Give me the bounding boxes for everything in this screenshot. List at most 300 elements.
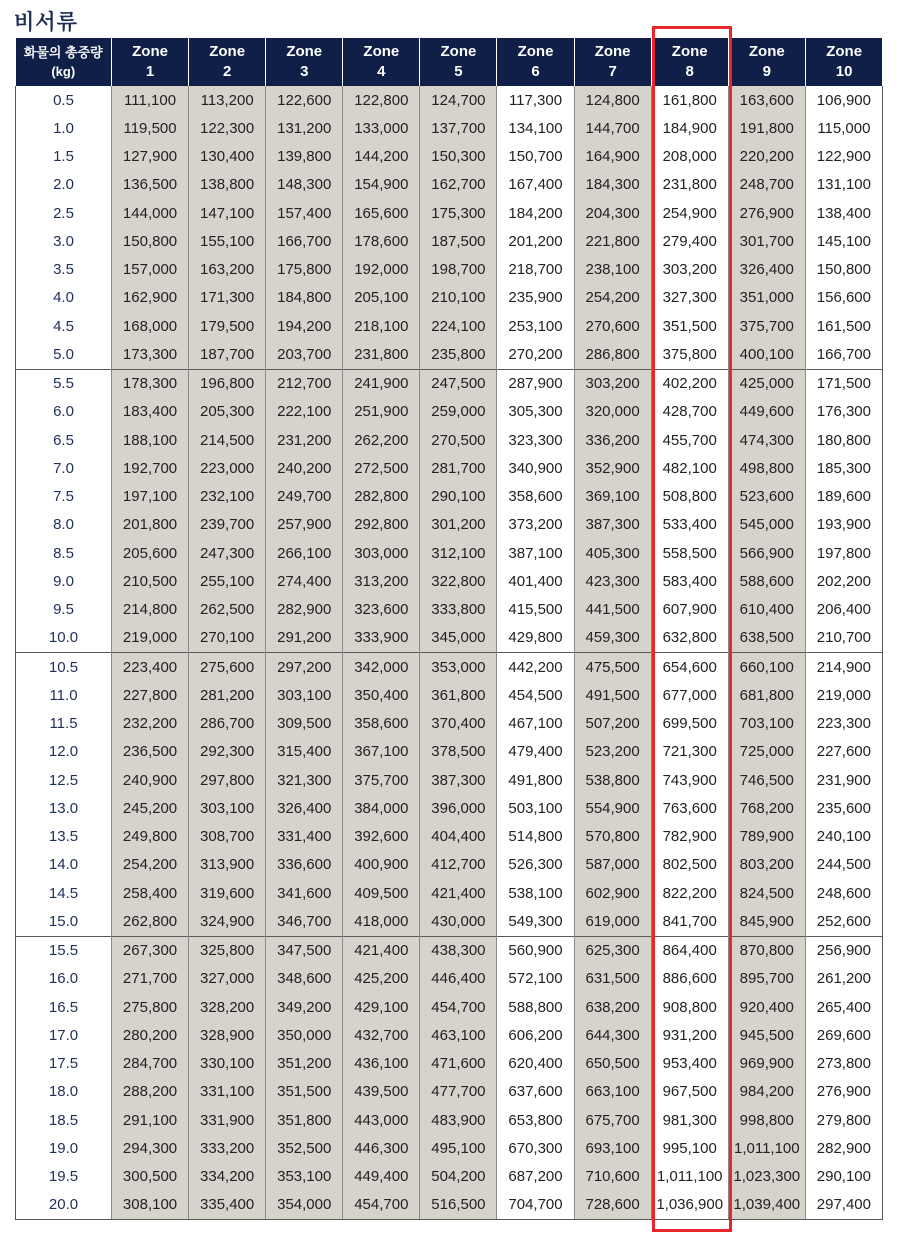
rate-cell-zone-10: 176,300: [805, 398, 882, 426]
rate-cell-zone-9: 400,100: [728, 340, 805, 369]
rate-cell-zone-7: 423,300: [574, 567, 651, 595]
rate-cell-zone-9: 449,600: [728, 398, 805, 426]
rate-cell-zone-3: 315,400: [266, 738, 343, 766]
rate-cell-zone-7: 710,600: [574, 1163, 651, 1191]
rate-cell-zone-2: 331,100: [189, 1078, 266, 1106]
rate-cell-zone-3: 274,400: [266, 567, 343, 595]
rate-cell-zone-7: 644,300: [574, 1021, 651, 1049]
rate-cell-zone-1: 210,500: [112, 567, 189, 595]
weight-cell: 4.0: [16, 284, 112, 312]
rate-cell-zone-9: 870,800: [728, 936, 805, 965]
rate-cell-zone-2: 330,100: [189, 1050, 266, 1078]
weight-cell: 13.5: [16, 823, 112, 851]
rate-cell-zone-7: 538,800: [574, 766, 651, 794]
rate-cell-zone-8: 953,400: [651, 1050, 728, 1078]
rate-cell-zone-10: 122,900: [805, 143, 882, 171]
rate-cell-zone-10: 282,900: [805, 1134, 882, 1162]
weight-cell: 1.5: [16, 143, 112, 171]
rate-cell-zone-2: 303,100: [189, 794, 266, 822]
rate-cell-zone-4: 400,900: [343, 851, 420, 879]
rate-cell-zone-2: 270,100: [189, 624, 266, 653]
rate-cell-zone-9: 681,800: [728, 681, 805, 709]
table-row: [16, 483, 883, 511]
rate-cell-zone-5: 361,800: [420, 681, 497, 709]
rate-cell-zone-3: 341,600: [266, 879, 343, 907]
rate-cell-zone-3: 222,100: [266, 398, 343, 426]
rate-cell-zone-4: 323,600: [343, 596, 420, 624]
rate-cell-zone-10: 290,100: [805, 1163, 882, 1191]
rate-cell-zone-9: 984,200: [728, 1078, 805, 1106]
table-row: [16, 454, 883, 482]
rate-cell-zone-6: 117,300: [497, 86, 574, 114]
rate-cell-zone-8: 763,600: [651, 794, 728, 822]
zone-header-word: Zone: [286, 43, 323, 60]
rate-cell-zone-4: 384,000: [343, 794, 420, 822]
weight-cell: 12.0: [16, 738, 112, 766]
rate-cell-zone-9: 588,600: [728, 567, 805, 595]
rate-cell-zone-9: 191,800: [728, 114, 805, 142]
rate-cell-zone-1: 291,100: [112, 1106, 189, 1134]
rate-cell-zone-8: 822,200: [651, 879, 728, 907]
rate-cell-zone-4: 443,000: [343, 1106, 420, 1134]
rate-cell-zone-4: 421,400: [343, 936, 420, 965]
rate-cell-zone-1: 262,800: [112, 907, 189, 936]
table-row: [16, 879, 883, 907]
rate-cell-zone-9: 301,700: [728, 227, 805, 255]
rate-cell-zone-1: 127,900: [112, 143, 189, 171]
table-row: [16, 114, 883, 142]
rate-table-body: [16, 86, 883, 1220]
table-row: [16, 710, 883, 738]
rate-cell-zone-4: 154,900: [343, 171, 420, 199]
rate-cell-zone-2: 147,100: [189, 199, 266, 227]
rate-cell-zone-10: 248,600: [805, 879, 882, 907]
rate-cell-zone-9: 220,200: [728, 143, 805, 171]
rate-cell-zone-1: 188,100: [112, 426, 189, 454]
rate-cell-zone-3: 350,000: [266, 1021, 343, 1049]
rate-cell-zone-2: 247,300: [189, 539, 266, 567]
table-row: [16, 993, 883, 1021]
rate-cell-zone-3: 282,900: [266, 596, 343, 624]
rate-cell-zone-7: 286,800: [574, 340, 651, 369]
rate-cell-zone-4: 303,000: [343, 539, 420, 567]
rate-cell-zone-6: 184,200: [497, 199, 574, 227]
zone-header-number: 3: [300, 63, 309, 80]
weight-cell: 5.0: [16, 340, 112, 369]
rate-cell-zone-8: 208,000: [651, 143, 728, 171]
rate-cell-zone-5: 322,800: [420, 567, 497, 595]
rate-cell-zone-2: 331,900: [189, 1106, 266, 1134]
rate-cell-zone-7: 625,300: [574, 936, 651, 965]
rate-cell-zone-1: 197,100: [112, 483, 189, 511]
rate-cell-zone-1: 144,000: [112, 199, 189, 227]
rate-cell-zone-10: 180,800: [805, 426, 882, 454]
rate-cell-zone-9: 375,700: [728, 312, 805, 340]
rate-cell-zone-2: 255,100: [189, 567, 266, 595]
weight-cell: 17.5: [16, 1050, 112, 1078]
rate-cell-zone-6: 253,100: [497, 312, 574, 340]
rate-cell-zone-4: 165,600: [343, 199, 420, 227]
rate-cell-zone-7: 638,200: [574, 993, 651, 1021]
rate-cell-zone-2: 319,600: [189, 879, 266, 907]
rate-cell-zone-1: 249,800: [112, 823, 189, 851]
zone-header-word: Zone: [440, 43, 477, 60]
rate-cell-zone-5: 504,200: [420, 1163, 497, 1191]
rate-cell-zone-1: 111,100: [112, 86, 189, 114]
rate-cell-zone-8: 375,800: [651, 340, 728, 369]
rate-cell-zone-10: 115,000: [805, 114, 882, 142]
zone-header-7: [574, 38, 651, 86]
table-row: [16, 284, 883, 312]
rate-cell-zone-2: 171,300: [189, 284, 266, 312]
rate-cell-zone-4: 439,500: [343, 1078, 420, 1106]
rate-cell-zone-8: 782,900: [651, 823, 728, 851]
zone-header-number: 1: [145, 63, 155, 80]
rate-cell-zone-8: 161,800: [651, 86, 728, 114]
rate-cell-zone-6: 167,400: [497, 171, 574, 199]
table-row: [16, 171, 883, 199]
rate-cell-zone-1: 157,000: [112, 256, 189, 284]
rate-cell-zone-3: 321,300: [266, 766, 343, 794]
table-row: [16, 794, 883, 822]
weight-cell: 2.0: [16, 171, 112, 199]
rate-cell-zone-10: 219,000: [805, 681, 882, 709]
weight-cell: 6.5: [16, 426, 112, 454]
rate-cell-zone-5: 224,100: [420, 312, 497, 340]
zone-header-number: 4: [377, 63, 386, 80]
rate-cell-zone-8: 607,900: [651, 596, 728, 624]
zone-header-3: [266, 38, 343, 86]
rate-cell-zone-5: 281,700: [420, 454, 497, 482]
rate-cell-zone-7: 650,500: [574, 1050, 651, 1078]
rate-cell-zone-7: 124,800: [574, 86, 651, 114]
rate-cell-zone-1: 214,800: [112, 596, 189, 624]
rate-cell-zone-5: 235,800: [420, 340, 497, 369]
rate-cell-zone-3: 297,200: [266, 653, 343, 682]
weight-cell: 15.0: [16, 907, 112, 936]
rate-cell-zone-8: 351,500: [651, 312, 728, 340]
rate-cell-zone-9: 660,100: [728, 653, 805, 682]
rate-cell-zone-1: 308,100: [112, 1191, 189, 1220]
rate-cell-zone-1: 300,500: [112, 1163, 189, 1191]
rate-cell-zone-9: 638,500: [728, 624, 805, 653]
rate-cell-zone-5: 396,000: [420, 794, 497, 822]
rate-cell-zone-2: 196,800: [189, 369, 266, 398]
rate-cell-zone-3: 175,800: [266, 256, 343, 284]
rate-cell-zone-4: 282,800: [343, 483, 420, 511]
rate-cell-zone-1: 192,700: [112, 454, 189, 482]
rate-cell-zone-10: 297,400: [805, 1191, 882, 1220]
rate-cell-zone-2: 324,900: [189, 907, 266, 936]
rate-cell-zone-1: 232,200: [112, 710, 189, 738]
rate-cell-zone-7: 728,600: [574, 1191, 651, 1220]
rate-cell-zone-5: 387,300: [420, 766, 497, 794]
rate-cell-zone-9: 474,300: [728, 426, 805, 454]
rate-cell-zone-1: 284,700: [112, 1050, 189, 1078]
weight-cell: 14.0: [16, 851, 112, 879]
rate-cell-zone-8: 743,900: [651, 766, 728, 794]
rate-cell-zone-6: 235,900: [497, 284, 574, 312]
zone-header-2: [189, 38, 266, 86]
zone-header-8: [651, 38, 728, 86]
rate-cell-zone-6: 429,800: [497, 624, 574, 653]
rate-cell-zone-10: 244,500: [805, 851, 882, 879]
rate-cell-zone-10: 166,700: [805, 340, 882, 369]
rate-cell-zone-5: 353,000: [420, 653, 497, 682]
weight-cell: 19.5: [16, 1163, 112, 1191]
rate-cell-zone-8: 981,300: [651, 1106, 728, 1134]
table-row: [16, 1078, 883, 1106]
rate-cell-zone-3: 194,200: [266, 312, 343, 340]
zone-header-word: Zone: [826, 43, 863, 60]
zone-header-word: Zone: [517, 43, 554, 60]
rate-cell-zone-6: 606,200: [497, 1021, 574, 1049]
rate-cell-zone-7: 270,600: [574, 312, 651, 340]
rate-cell-zone-7: 570,800: [574, 823, 651, 851]
rate-cell-zone-9: 498,800: [728, 454, 805, 482]
rate-cell-zone-5: 345,000: [420, 624, 497, 653]
rate-cell-zone-2: 313,900: [189, 851, 266, 879]
rate-cell-zone-8: 558,500: [651, 539, 728, 567]
rate-cell-zone-10: 214,900: [805, 653, 882, 682]
rate-cell-zone-7: 387,300: [574, 511, 651, 539]
rate-cell-zone-10: 106,900: [805, 86, 882, 114]
rate-cell-zone-6: 442,200: [497, 653, 574, 682]
table-row: [16, 653, 883, 682]
rate-cell-zone-8: 632,800: [651, 624, 728, 653]
rate-cell-zone-5: 301,200: [420, 511, 497, 539]
rate-cell-zone-9: 746,500: [728, 766, 805, 794]
rate-cell-zone-4: 454,700: [343, 1191, 420, 1220]
rate-cell-zone-9: 163,600: [728, 86, 805, 114]
rate-cell-zone-8: 931,200: [651, 1021, 728, 1049]
rate-cell-zone-10: 161,500: [805, 312, 882, 340]
rate-cell-zone-3: 331,400: [266, 823, 343, 851]
rate-cell-zone-6: 514,800: [497, 823, 574, 851]
weight-cell: 7.0: [16, 454, 112, 482]
rate-cell-zone-5: 477,700: [420, 1078, 497, 1106]
rate-cell-zone-8: 908,800: [651, 993, 728, 1021]
rate-cell-zone-7: 475,500: [574, 653, 651, 682]
rate-cell-zone-1: 219,000: [112, 624, 189, 653]
rate-cell-zone-5: 370,400: [420, 710, 497, 738]
rate-cell-zone-10: 131,100: [805, 171, 882, 199]
rate-cell-zone-3: 351,200: [266, 1050, 343, 1078]
rate-cell-zone-3: 257,900: [266, 511, 343, 539]
rate-cell-zone-3: 346,700: [266, 907, 343, 936]
rate-cell-zone-3: 240,200: [266, 454, 343, 482]
rate-cell-zone-5: 187,500: [420, 227, 497, 255]
rate-cell-zone-4: 342,000: [343, 653, 420, 682]
rate-cell-zone-7: 254,200: [574, 284, 651, 312]
weight-cell: 16.5: [16, 993, 112, 1021]
rate-cell-zone-9: 276,900: [728, 199, 805, 227]
table-row: [16, 398, 883, 426]
rate-cell-zone-4: 313,200: [343, 567, 420, 595]
rate-cell-zone-10: 156,600: [805, 284, 882, 312]
weight-cell: 11.5: [16, 710, 112, 738]
rate-cell-zone-10: 171,500: [805, 369, 882, 398]
rate-cell-zone-3: 336,600: [266, 851, 343, 879]
table-row: [16, 199, 883, 227]
weight-header-unit: (kg): [51, 64, 76, 79]
rate-cell-zone-3: 231,200: [266, 426, 343, 454]
rate-cell-zone-8: 699,500: [651, 710, 728, 738]
rate-cell-zone-4: 425,200: [343, 965, 420, 993]
table-row: [16, 596, 883, 624]
rate-cell-zone-2: 214,500: [189, 426, 266, 454]
rate-cell-zone-6: 305,300: [497, 398, 574, 426]
rate-cell-zone-9: 969,900: [728, 1050, 805, 1078]
rate-cell-zone-1: 245,200: [112, 794, 189, 822]
rate-cell-zone-10: 138,400: [805, 199, 882, 227]
rate-cell-zone-2: 328,200: [189, 993, 266, 1021]
rate-cell-zone-2: 163,200: [189, 256, 266, 284]
rate-cell-zone-4: 358,600: [343, 710, 420, 738]
rate-cell-zone-10: 202,200: [805, 567, 882, 595]
rate-cell-zone-8: 279,400: [651, 227, 728, 255]
rate-cell-zone-8: 184,900: [651, 114, 728, 142]
rate-cell-zone-2: 333,200: [189, 1134, 266, 1162]
rate-cell-zone-1: 258,400: [112, 879, 189, 907]
rate-cell-zone-8: 677,000: [651, 681, 728, 709]
weight-cell: 2.5: [16, 199, 112, 227]
rate-cell-zone-4: 272,500: [343, 454, 420, 482]
rate-cell-zone-2: 292,300: [189, 738, 266, 766]
rate-cell-zone-3: 139,800: [266, 143, 343, 171]
rate-cell-zone-1: 275,800: [112, 993, 189, 1021]
weight-cell: 7.5: [16, 483, 112, 511]
rate-cell-zone-5: 150,300: [420, 143, 497, 171]
rate-cell-zone-9: 610,400: [728, 596, 805, 624]
table-row: [16, 1191, 883, 1220]
table-row: [16, 539, 883, 567]
rate-cell-zone-9: 789,900: [728, 823, 805, 851]
zone-header-1: [112, 38, 189, 86]
zone-header-number: 2: [222, 63, 232, 80]
weight-cell: 12.5: [16, 766, 112, 794]
rate-cell-zone-9: 824,500: [728, 879, 805, 907]
rate-cell-zone-3: 354,000: [266, 1191, 343, 1220]
rate-cell-zone-10: 252,600: [805, 907, 882, 936]
rate-cell-zone-6: 479,400: [497, 738, 574, 766]
rate-cell-zone-6: 287,900: [497, 369, 574, 398]
rate-cell-zone-6: 134,100: [497, 114, 574, 142]
weight-cell: 4.5: [16, 312, 112, 340]
rate-cell-zone-2: 205,300: [189, 398, 266, 426]
rate-cell-zone-1: 201,800: [112, 511, 189, 539]
rate-cell-zone-6: 373,200: [497, 511, 574, 539]
rate-cell-zone-2: 155,100: [189, 227, 266, 255]
table-row: [16, 1134, 883, 1162]
rate-cell-zone-8: 1,036,900: [651, 1191, 728, 1220]
rate-cell-zone-7: 320,000: [574, 398, 651, 426]
rate-cell-zone-7: 459,300: [574, 624, 651, 653]
rate-cell-zone-10: 223,300: [805, 710, 882, 738]
weight-cell: 19.0: [16, 1134, 112, 1162]
rate-cell-zone-9: 998,800: [728, 1106, 805, 1134]
rate-cell-zone-3: 291,200: [266, 624, 343, 653]
rate-cell-zone-8: 533,400: [651, 511, 728, 539]
weight-cell: 9.0: [16, 567, 112, 595]
rate-cell-zone-5: 270,500: [420, 426, 497, 454]
rate-cell-zone-6: 467,100: [497, 710, 574, 738]
rate-cell-zone-5: 483,900: [420, 1106, 497, 1134]
rate-cell-zone-7: 631,500: [574, 965, 651, 993]
rate-cell-zone-1: 223,400: [112, 653, 189, 682]
weight-header-label: 화물의 총중량: [23, 45, 103, 60]
rate-cell-zone-10: 193,900: [805, 511, 882, 539]
rate-cell-zone-8: 303,200: [651, 256, 728, 284]
rate-cell-zone-3: 266,100: [266, 539, 343, 567]
rate-cell-zone-5: 312,100: [420, 539, 497, 567]
rate-cell-zone-5: 454,700: [420, 993, 497, 1021]
rate-cell-zone-5: 471,600: [420, 1050, 497, 1078]
rate-cell-zone-4: 292,800: [343, 511, 420, 539]
rate-cell-zone-1: 150,800: [112, 227, 189, 255]
rate-cell-zone-2: 335,400: [189, 1191, 266, 1220]
table-row: [16, 426, 883, 454]
rate-cell-zone-6: 323,300: [497, 426, 574, 454]
weight-cell: 11.0: [16, 681, 112, 709]
rate-cell-zone-7: 554,900: [574, 794, 651, 822]
table-row: [16, 624, 883, 653]
zone-header-number: 10: [835, 63, 853, 80]
rate-cell-zone-4: 449,400: [343, 1163, 420, 1191]
rate-cell-zone-4: 241,900: [343, 369, 420, 398]
rate-cell-zone-9: 248,700: [728, 171, 805, 199]
rate-cell-zone-3: 352,500: [266, 1134, 343, 1162]
rate-cell-zone-3: 184,800: [266, 284, 343, 312]
table-row: [16, 1106, 883, 1134]
rate-cell-zone-8: 231,800: [651, 171, 728, 199]
zone-header-word: Zone: [209, 43, 246, 60]
rate-cell-zone-7: 184,300: [574, 171, 651, 199]
table-row: [16, 567, 883, 595]
rate-cell-zone-2: 113,200: [189, 86, 266, 114]
rate-cell-zone-9: 1,039,400: [728, 1191, 805, 1220]
table-row: [16, 1021, 883, 1049]
rate-cell-zone-9: 425,000: [728, 369, 805, 398]
rate-cell-zone-1: 280,200: [112, 1021, 189, 1049]
rate-cell-zone-5: 495,100: [420, 1134, 497, 1162]
zone-header-word: Zone: [132, 43, 168, 60]
rate-cell-zone-6: 572,100: [497, 965, 574, 993]
rate-cell-zone-8: 802,500: [651, 851, 728, 879]
rate-cell-zone-10: 145,100: [805, 227, 882, 255]
rate-cell-zone-10: 276,900: [805, 1078, 882, 1106]
weight-column-header: [16, 38, 112, 86]
rate-cell-zone-6: 201,200: [497, 227, 574, 255]
rate-cell-zone-4: 367,100: [343, 738, 420, 766]
weight-cell: 3.5: [16, 256, 112, 284]
rate-cell-zone-9: 326,400: [728, 256, 805, 284]
weight-cell: 14.5: [16, 879, 112, 907]
rate-cell-zone-9: 725,000: [728, 738, 805, 766]
rate-cell-zone-7: 405,300: [574, 539, 651, 567]
rate-cell-zone-10: 206,400: [805, 596, 882, 624]
rate-cell-zone-5: 516,500: [420, 1191, 497, 1220]
zone-header-10: [805, 38, 882, 86]
zone-header-word: Zone: [363, 43, 400, 60]
rate-cell-zone-4: 333,900: [343, 624, 420, 653]
rate-cell-zone-8: 1,011,100: [651, 1163, 728, 1191]
rate-cell-zone-4: 251,900: [343, 398, 420, 426]
weight-cell: 17.0: [16, 1021, 112, 1049]
rate-cell-zone-6: 401,400: [497, 567, 574, 595]
rate-cell-zone-2: 281,200: [189, 681, 266, 709]
rate-cell-zone-7: 336,200: [574, 426, 651, 454]
